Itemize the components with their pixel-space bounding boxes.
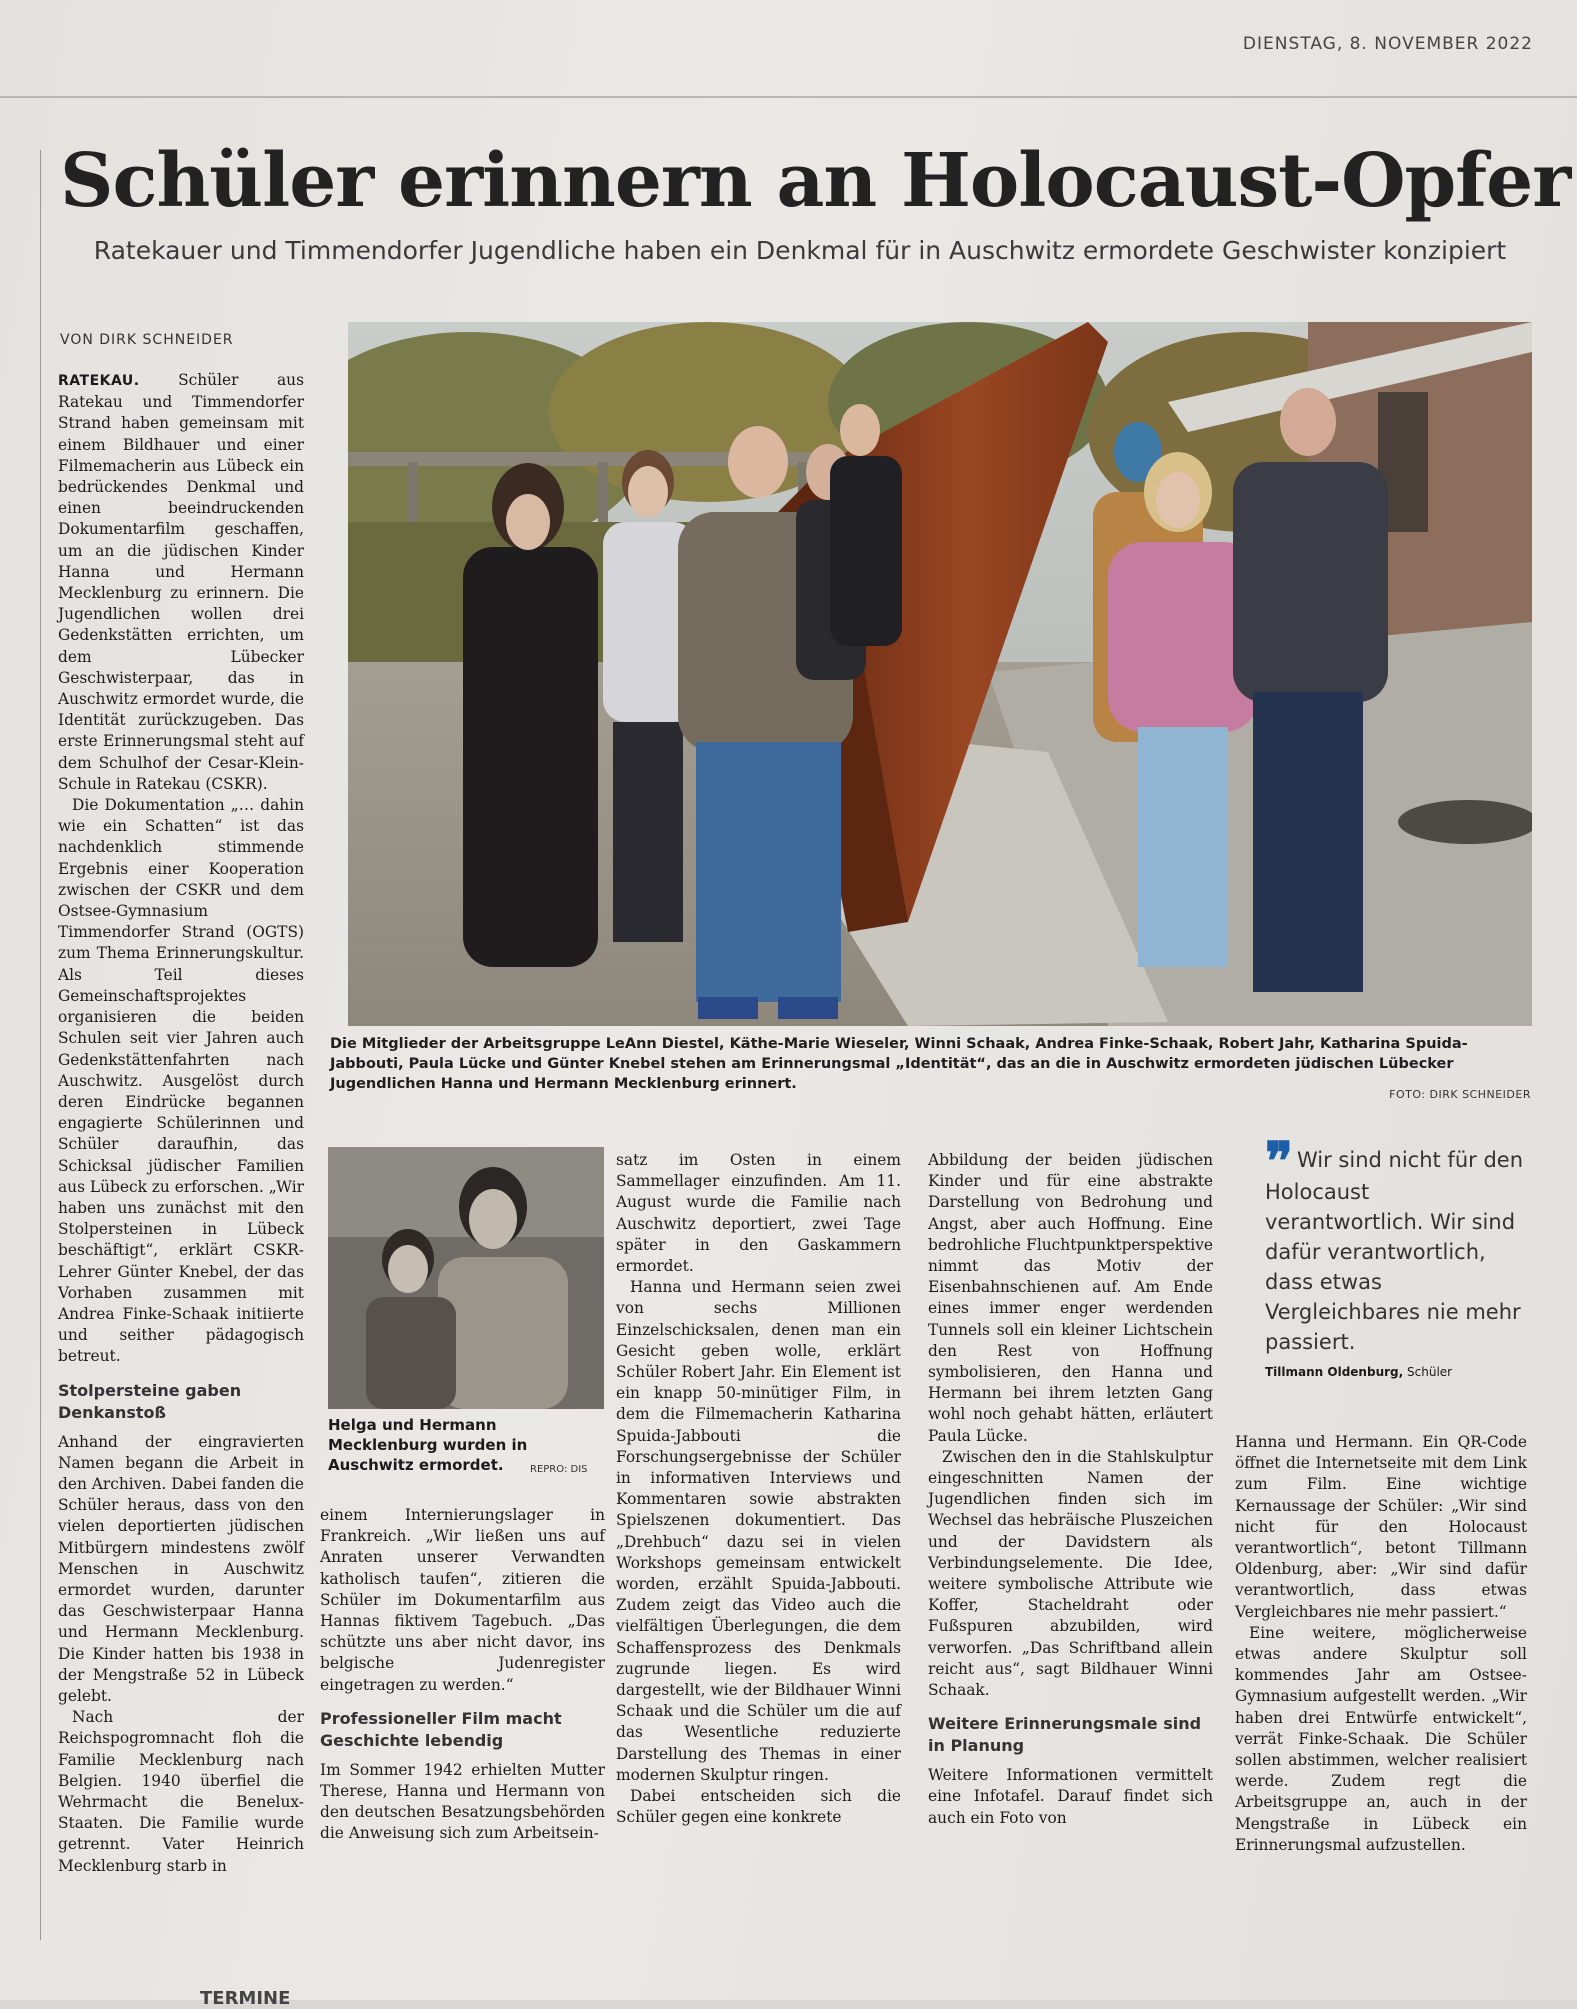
main-photo-illustration [348,322,1532,1026]
left-column-rule [40,150,41,1940]
quote-mark-icon: ❞ [1265,1131,1293,1192]
historic-photo-caption: Helga und Hermann Mecklenburg wurden in Auschwitz ermordet. [328,1416,528,1474]
pull-quote-text: Wir sind nicht für den Holocaust verantwortlich. Wir sind dafür verantwortlich, dass etwas Vergleichbares nie mehr passiert. [1265,1148,1524,1354]
photo-caption: Die Mitglieder der Arbeitsgruppe LeAnn Diestel, Käthe-Marie Wieseler, Winni Schaak, Andrea Finke-Schaak, Robert Jahr, Katharina Spuida-Jabbouti, Paula Lücke und Günter Knebel stehen am Erinnerungsmal „Identität“, das an die in Auschwitz ermordeten jüdischen Lübecker Jugendlichen Hanna und Hermann Mecklenburg erinnert. [330,1036,1468,1092]
section-subhead: Weitere Erinnerungsmale sind in Planung [928,1714,1202,1756]
pull-quote [1265,1131,1527,1379]
article-column-1 [58,370,304,1877]
paragraph: Nach der Reichspogromnacht floh die Familie Mecklenburg nach Belgien. 1940 überfiel die Wehrmacht die Benelux-Staaten. Die Familie wurde getrennt. Vater Heinrich Mecklenburg starb in [58,1708,304,1875]
article-column-5 [1235,1432,1527,1856]
section-subhead: Professioneller Film macht Geschichte lebendig [320,1708,562,1750]
next-section-strip: TERMINE [200,1988,291,2009]
quote-author-role: Schüler [1407,1365,1453,1379]
paragraph: einem Internierungslager in Frankreich. „Wir ließen uns auf Anraten unserer Verwandten katholisch taufen“, zitieren die Schüler im Dokumentarfilm aus Hannas fiktivem Tagebuch. „Das schützte uns aber nicht davor, ins belgische Judenregister eingetragen zu werden.“ [320,1506,605,1694]
dateline-location: RATEKAU. [58,373,140,389]
paragraph: Anhand der eingravierten Namen begann die Arbeit in den Archiven. Dabei fanden die Schüler heraus, dass von den vielen deportierten jüdischen Mitbürgern mindestens zwölf Menschen in Auschwitz ermordet wurden, darunter das Geschwisterpaar Hanna und Hermann Mecklenburg. Die Kinder hatten bis 1938 in der Mengstraße 52 in Lübeck gelebt. [58,1432,304,1705]
photo-credit: FOTO: DIRK SCHNEIDER [1389,1088,1531,1101]
article-column-3 [616,1150,901,1829]
historic-photo-illustration [328,1147,604,1409]
paragraph: Hanna und Hermann seien zwei von sechs Millionen Einzelschicksalen, denen man ein Gesicht geben wolle, erklärt Schüler Robert Jahr. Ein Element ist ein knapp 50-minütiger Film, in dem die Filmemacherin Katharina Spuida-Jabbouti die Forschungsergebnisse der Schüler in informativen Interviews und Kommentaren sowie abstrakten Spielszenen dokumentiert. Das „Drehbuch“ dazu sei in vielen Workshops gemeinsam entwickelt worden, erzählt Spuida-Jabbouti. Zudem zeigt das Video auch die vielfältigen Überlegungen, die dem Schaffensprozess des Denkmals zugrunde liegen. Es wird dargestellt, wie der Bildhauer Winni Schaak und die Schüler um die auf das Wesentliche reduzierte Darstellung des Themas in einer modernen Skulptur ringen. [616,1278,901,1784]
main-photo [348,322,1532,1026]
byline: VON DIRK SCHNEIDER [60,332,234,348]
paragraph: satz im Osten in einem Sammellager einzufinden. Am 11. August wurde die Familie nach Auschwitz deportiert, zwei Tage später in den Gaskammern ermordet. [616,1151,901,1276]
paragraph: Im Sommer 1942 erhielten Mutter Therese, Hanna und Hermann von den deutschen Besatzungsbehörden die Anweisung sich zum Arbeitsein- [320,1760,605,1843]
article-column-4 [928,1150,1213,1829]
paragraph: Eine weitere, möglicherweise etwas andere Skulptur soll kommendes Jahr am Ostsee-Gymnasium aufgestellt werden. „Wir haben drei Entwürfe entwickelt“, verrät Finke-Schaak. Die Schüler sollen abstimmen, welcher realisiert werde. Zudem regt die Arbeitsgruppe an, auch in der Mengstraße in Lübeck ein Erinnerungsmal aufzustellen. [1235,1623,1527,1854]
issue-date: DIENSTAG, 8. NOVEMBER 2022 [1242,34,1533,54]
paragraph: Weitere Informationen vermittelt eine Infotafel. Darauf findet sich auch ein Foto von [928,1766,1213,1827]
paragraph: Schüler aus Ratekau und Timmendorfer Strand haben gemeinsam mit einem Bildhauer und einer Filmemacherin aus Lübeck ein bedrückendes Denkmal und einen beeindruckenden Dokumentarfilm geschaffen, um an die jüdischen Kinder Hanna und Hermann Mecklenburg zu erinnern. Die Jugendlichen wollen drei Gedenkstätten errichten, um dem Lübecker Geschwisterpaar, das in Auschwitz ermordet wurde, die Identität zurückzugeben. Das erste Erinnerungsmal steht auf dem Schulhof der Cesar-Klein-Schule in Ratekau (CSKR). [58,371,304,793]
top-rule [0,96,1577,98]
paragraph: Hanna und Hermann. Ein QR-Code öffnet die Internetseite mit dem Link zum Film. Eine wichtige Kernaussage der Schüler: „Wir sind nicht für den Holocaust verantwortlich“, betont Tillmann Oldenburg, aber: „Wir sind dafür verantwortlich, dass etwas Vergleichbares nie mehr passiert.“ [1235,1433,1527,1621]
historic-photo-credit: REPRO: DIS [530,1464,588,1475]
article-column-2 [320,1505,605,1845]
headline: Schüler erinnern an Holocaust-Opfer [60,138,1571,224]
paragraph: Die Dokumentation „… dahin wie ein Schatten“ ist das nachdenklich stimmende Ergebnis einer Kooperation zwischen der CSKR und dem Ostsee-Gymnasium Timmendorfer Strand (OGTS) zum Thema Erinnerungskultur. Als Teil dieses Gemeinschaftsprojektes organisieren die beiden Schulen seit vier Jahren auch Gedenkstättenfahrten nach Auschwitz. Ausgelöst durch deren Eindrücke begannen engagierte Schülerinnen und Schüler daraufhin, das Schicksal jüdischer Familien aus Lübeck zu erforschen. „Wir haben uns zunächst mit den Stolpersteinen in Lübeck beschäftigt“, erklärt CSKR-Lehrer Günter Knebel, der das Vorhaben zusammen mit Andrea Finke-Schaak initiierte und seither pädagogisch betreut. [58,796,304,1366]
subheadline: Ratekauer und Timmendorfer Jugendliche haben ein Denkmal für in Auschwitz ermordete Geschwister konzipiert [93,236,1507,265]
paragraph: Abbildung der beiden jüdischen Kinder und für eine abstrakte Darstellung von Bedrohung und Angst, aber auch Hoffnung. Eine bedrohliche Fluchtpunktperspektive nimmt das Motiv der Eisenbahnschienen auf. Am Ende eines immer enger werdenden Tunnels soll ein kleiner Lichtschein den Rest von Hoffnung symbolisieren, den Hanna und Hermann bei ihrem letzten Gang wohl noch gehabt hätten, erläutert Paula Lücke. [928,1151,1213,1445]
historic-photo [328,1147,604,1409]
quote-author-name: Tillmann Oldenburg, [1265,1365,1404,1379]
section-subhead: Stolpersteine gaben Denkanstoß [58,1380,242,1422]
paragraph: Zwischen den in die Stahlskulptur eingeschnitten Namen der Jugendlichen finden sich im Wechsel das hebräische Pluszeichen und der Davidstern als Verbindungselemente. Die Idee, weitere symbolische Attribute wie Koffer, Stacheldraht oder Fußspuren abzubilden, wird verworfen. „Das Schriftband allein reicht aus“, sagt Bildhauer Winni Schaak. [928,1447,1213,1700]
paragraph: Dabei entscheiden sich die Schüler gegen eine konkrete [616,1787,901,1827]
